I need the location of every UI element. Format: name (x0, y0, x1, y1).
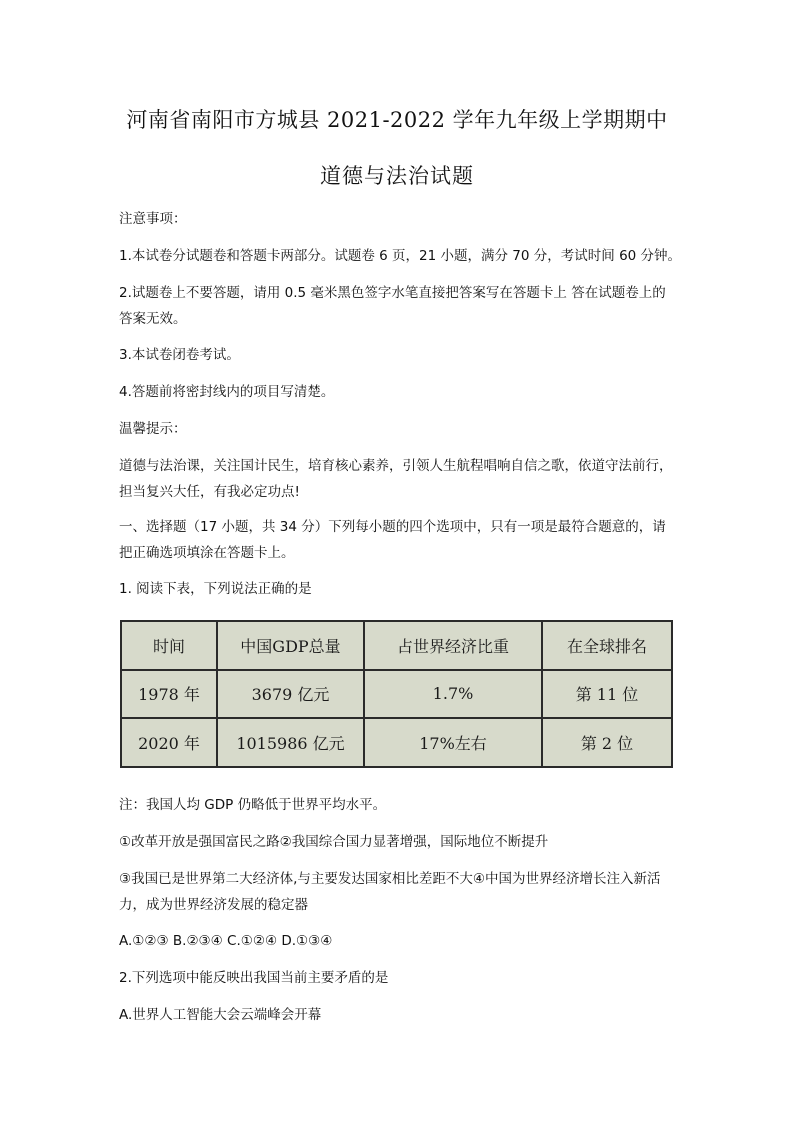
table-cell: 1978 年 (121, 670, 217, 719)
table-header-cell: 时间 (121, 621, 217, 670)
table-cell: 第 11 位 (542, 670, 672, 719)
notice-heading: 注意事项： (119, 211, 187, 227)
notice-item-2: 2.试题卷上不要答题，请用 0.5 毫米黑色签字水笔直接把答案写在答题卡上 答在试题卷上的答案无效。 (119, 285, 666, 327)
notice-item-1: 1.本试卷分试题卷和答题卡两部分。试题卷 6 页，21 小题，满分 70 分，考试时间 60 分钟。 (119, 248, 682, 264)
question-2-option-a: A.世界人工智能大会云端峰会开幕 (119, 1007, 322, 1023)
table-row (121, 670, 672, 719)
question-1-statements-b: ③我国已是世界第二大经济体,与主要发达国家相比差距不大④中国为世界经济增长注入新活力，成为世界经济发展的稳定器 (119, 871, 661, 913)
table-header-cell: 占世界经济比重 (364, 621, 542, 670)
table-cell: 1015986 亿元 (217, 718, 364, 767)
question-1-note: 注：我国人均 GDP 仍略低于世界平均水平。 (119, 797, 387, 813)
question-1-options: A.①②③ B.②③④ C.①②④ D.①③④ (119, 933, 333, 949)
gdp-table (120, 620, 673, 768)
question-2-stem: 2.下列选项中能反映出我国当前主要矛盾的是 (119, 970, 389, 986)
table-cell: 2020 年 (121, 718, 217, 767)
question-1-stem: 1. 阅读下表，下列说法正确的是 (119, 581, 312, 597)
table-cell: 3679 亿元 (217, 670, 364, 719)
table-cell: 17%左右 (364, 718, 542, 767)
notice-item-4: 4.答题前将密封线内的项目写清楚。 (119, 384, 335, 400)
table-header-cell: 中国GDP总量 (217, 621, 364, 670)
table-header-row (121, 621, 672, 670)
question-1-statements-a: ①改革开放是强国富民之路②我国综合国力显著增强，国际地位不断提升 (119, 834, 549, 850)
section1-intro: 一、选择题（17 小题，共 34 分）下列每小题的四个选项中，只有一项是最符合题意的，请把正确选项填涂在答题卡上。 (119, 519, 666, 561)
table-header-cell: 在全球排名 (542, 621, 672, 670)
table-row (121, 718, 672, 767)
tip-text: 道德与法治课，关注国计民生，培育核心素养，引领人生航程唱响自信之歌，依道守法前行，担当复兴大任，有我必定功点! (119, 458, 673, 500)
notice-item-3: 3.本试卷闭卷考试。 (119, 347, 240, 363)
exam-title-line2: 道德与法治试题 (320, 164, 474, 188)
gdp-table-image (120, 620, 673, 768)
tip-heading: 温馨提示： (119, 421, 187, 437)
table-cell: 第 2 位 (542, 718, 672, 767)
exam-title-line1: 河南省南阳市方城县 2021-2022 学年九年级上学期期中 (126, 108, 668, 132)
table-cell: 1.7% (364, 670, 542, 719)
